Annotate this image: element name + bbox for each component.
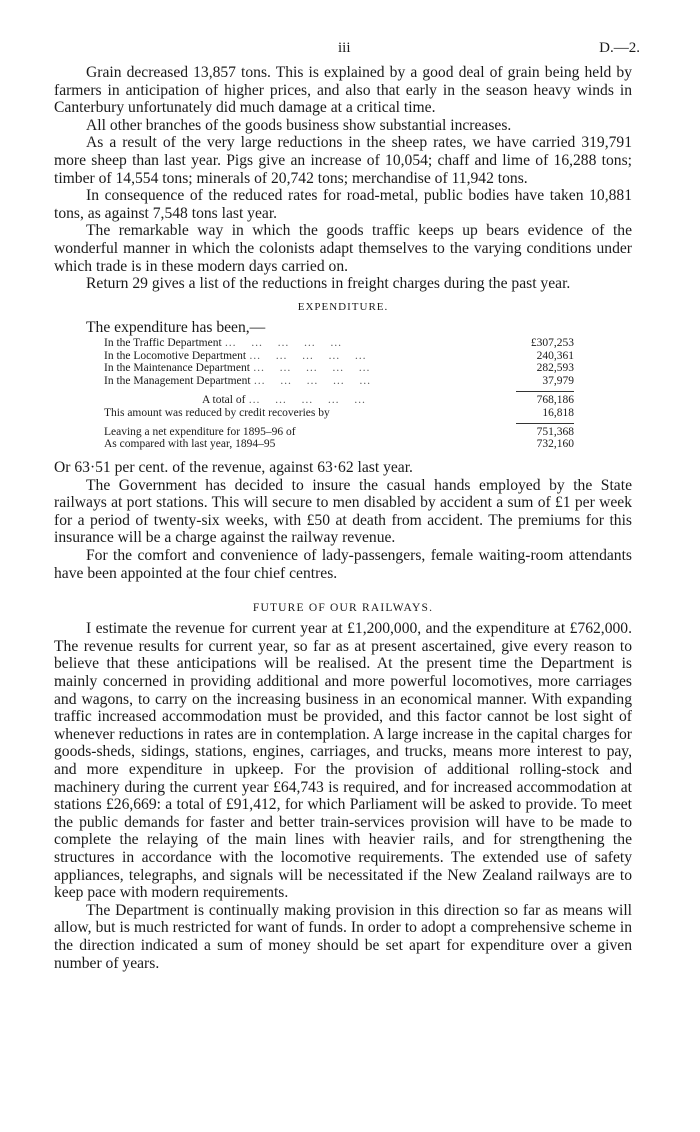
total-label: A total of [202, 393, 246, 406]
table-row [104, 362, 574, 375]
paragraph-sheep: As a result of the very large reductions in the sheep rates, we have carried 319,791 more sheep than last year. Pigs give an increase of 10,054; chaff and lime of 16,288 tons; timber of 14,554 tons; minerals of 20,742 tons; merchandise of 11,942 tons. [54, 134, 632, 187]
table-row [104, 375, 574, 388]
credit-label: This amount was reduced by credit recoveries by [104, 406, 330, 419]
net-row [104, 426, 574, 439]
net-label: Leaving a net expenditure for 1895–96 of [104, 425, 296, 438]
row-label: In the Traffic Department [104, 336, 222, 349]
leader-dots: … … … … … [248, 349, 372, 362]
future-heading: FUTURE OF OUR RAILWAYS. [252, 602, 434, 615]
page-number: iii [338, 40, 351, 56]
row-amount: 37,979 [542, 375, 574, 388]
expenditure-table [104, 337, 574, 459]
credit-amount: 16,818 [542, 406, 574, 419]
leader-dots: … … … … … [248, 393, 372, 406]
expenditure-heading: EXPENDITURE. [297, 300, 389, 313]
paragraph-insurance: The Government has decided to insure the casual hands employed by the State railways at port stations. This will secure to men disabled by accident a sum of £1 per week for a period of twenty-six weeks, with £50 at death from accident. The premiums for this insurance will be a charge against the railway revenue. [54, 476, 632, 547]
paragraph-return-29: Return 29 gives a list of the reductions in freight charges during the past year. [86, 275, 571, 293]
row-amount: 240,361 [536, 349, 574, 362]
leader-dots: … … … … … [224, 336, 348, 349]
row-label: In the Management Department [104, 375, 251, 388]
paragraph-provision: The Department is continually making provision in this direction so far as means will allow, but is much restricted for want of funds. In order to adopt a comprehensive scheme in the direction indicated a sum of money should be set apart for expenditure over a given number of years. [54, 901, 632, 972]
total-row [104, 394, 574, 407]
paragraph-road-metal: In consequence of the reduced rates for road-metal, public bodies have taken 10,881 tons, as against 7,548 tons last year. [54, 187, 632, 222]
document-reference: D.—2. [599, 40, 640, 56]
paragraph-other-branches: All other branches of the goods business show substantial increases. [86, 116, 512, 134]
paragraph-percentage: Or 63·51 per cent. of the revenue, against 63·62 last year. [54, 459, 413, 477]
paragraph-goods-traffic: The remarkable way in which the goods traffic keeps up bears evidence of the wonderful manner in which the colonists adapt themselves to the varying conditions under which trade is in these modern days carried on. [54, 222, 632, 275]
sum-rule [516, 391, 574, 392]
previous-year-label: As compared with last year, 1894–95 [104, 438, 276, 451]
leader-dots: … … … … … [253, 375, 377, 388]
paragraph-attendants: For the comfort and convenience of lady-passengers, female waiting-room attendants have been appointed at the four chief centres. [54, 547, 632, 582]
leader-dots: … … … … … [252, 362, 376, 375]
paragraph-estimate: I estimate the revenue for current year at £1,200,000, and the expenditure at £762,000. The revenue results for current year, so far as at present ascertained, give every reason to believe that these anticipations will be realised. At the present time the Department is mainly concerned in providing additional and more powerful locomotives, more carriages and wagons, to carry on the increasing business in an economical manner. With expanding traffic increased accommodation must be provided, and this factor cannot be lost sight of whenever reductions in rates are in contemplation. A large increase in the capital charges for goods-sheds, sidings, stations, engines, carriages, and trucks, means more interest to pay, and more expenditure in upkeep. For the provision of additional rolling-stock and machinery during the current year £64,743 is required, and for increased accommodation at stations £26,669: a total of £91,412, for which Parliament will be asked to provide. To meet the public demands for faster and better train-services provision will have to be made to complete the relaying of the main lines with heavier rails, and for strengthening the structures in accordance with the locomotive requirements. The extended use of safety appliances, telegraphs, and signals will be necessitated if the New Zealand railways are to keep pace with modern requirements. [54, 620, 632, 902]
net-amount: 751,368 [536, 425, 574, 438]
expenditure-lead: The expenditure has been,— [86, 318, 266, 336]
sum-rule [516, 423, 574, 424]
paragraph-grain: Grain decreased 13,857 tons. This is explained by a good deal of grain being held by farmers in anticipation of higher prices, and also that early in the season heavy winds in Canterbury unfortunately did much damage at a critical time. [54, 64, 632, 117]
previous-year-amount: 732,160 [536, 438, 574, 451]
row-amount: 282,593 [536, 362, 574, 375]
row-amount: £307,253 [530, 336, 574, 349]
total-amount: 768,186 [536, 393, 574, 406]
page-header [54, 40, 640, 64]
table-row [104, 350, 574, 363]
previous-year-row [104, 438, 574, 451]
table-row [104, 337, 574, 350]
row-label: In the Locomotive Department [104, 349, 247, 362]
document-page [54, 40, 640, 972]
credit-row [104, 407, 574, 420]
row-label: In the Maintenance Department [104, 362, 250, 375]
